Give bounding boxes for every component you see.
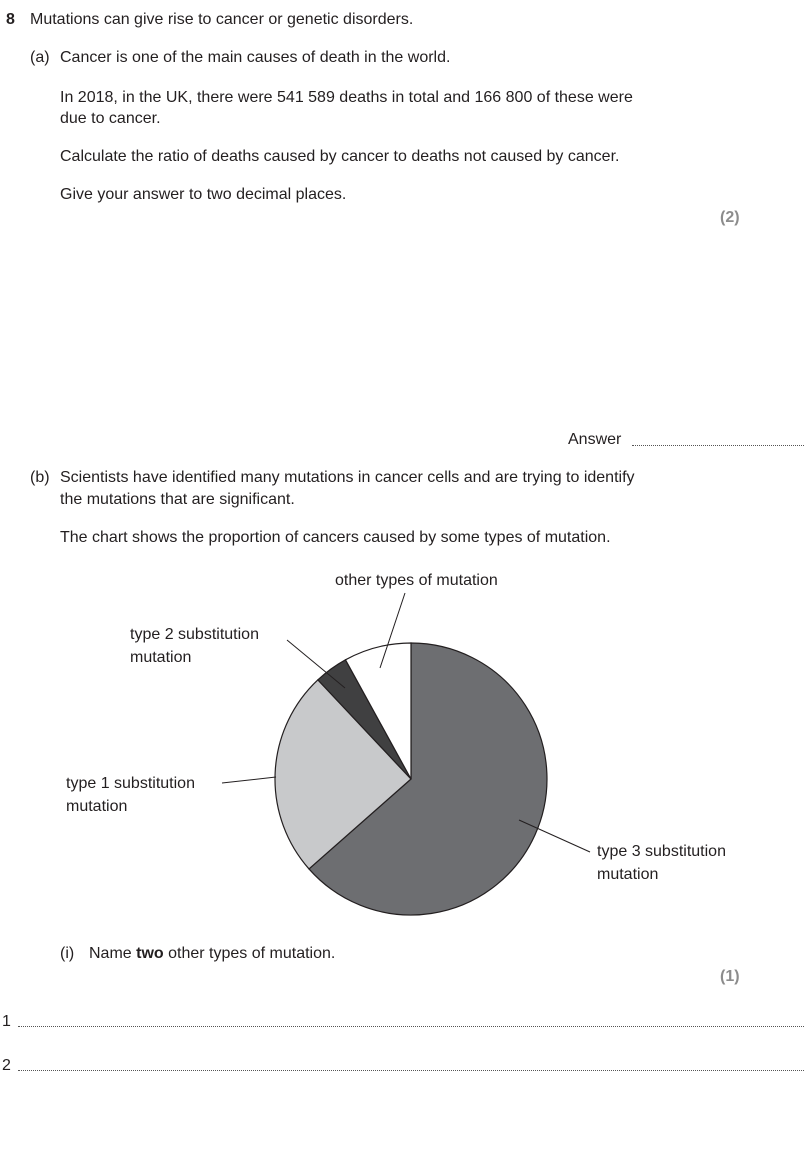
answer-line-1[interactable] [18,1026,804,1027]
part-b-i-label: (i) [60,945,75,962]
answer-line-2-label: 2 [2,1057,11,1074]
question-number: 8 [6,11,15,28]
part-b-i-text-before: Name [89,945,132,962]
chart-intro: The chart shows the proportion of cancers caused by some types of mutation. [60,529,611,546]
answer-label: Answer [568,431,622,448]
leader-line-type1 [222,777,276,783]
part-a-instruction: Give your answer to two decimal places. [60,186,347,203]
question-stem: Mutations can give rise to cancer or genetic disorders. [30,11,414,28]
part-a-info-line1: In 2018, in the UK, there were 541 589 deaths in total and 166 800 of these were [60,89,633,106]
leader-line-type2 [287,640,345,688]
part-a-intro: Cancer is one of the main causes of death in the world. [60,49,451,66]
answer-line[interactable] [632,445,804,446]
answer-line-1-label: 1 [2,1013,11,1030]
label-type1-line2: mutation [66,798,128,815]
part-a-task: Calculate the ratio of deaths caused by cancer to deaths not caused by cancer. [60,148,620,165]
part-b-text-line1: Scientists have identified many mutations in cancer cells and are trying to identify [60,469,635,486]
label-type3-line1: type 3 substitution [597,843,726,860]
part-b-text-line2: the mutations that are significant. [60,491,295,508]
part-b-i-text-after: other types of mutation. [168,945,336,962]
part-a-info-line2: due to cancer. [60,110,161,127]
pie-chart [0,560,806,930]
part-b-i-question [89,944,335,964]
part-a-marks: (2) [720,209,740,226]
answer-line-2[interactable] [18,1070,804,1071]
part-b-i-text-bold: two [136,945,164,962]
label-other: other types of mutation [335,572,498,589]
part-b-i-marks: (1) [720,968,740,985]
part-b-label: (b) [30,469,50,486]
label-type1-line1: type 1 substitution [66,775,195,792]
label-type3-line2: mutation [597,866,659,883]
label-type2-line2: mutation [130,649,192,666]
part-a-label: (a) [30,49,50,66]
label-type2-line1: type 2 substitution [130,626,259,643]
